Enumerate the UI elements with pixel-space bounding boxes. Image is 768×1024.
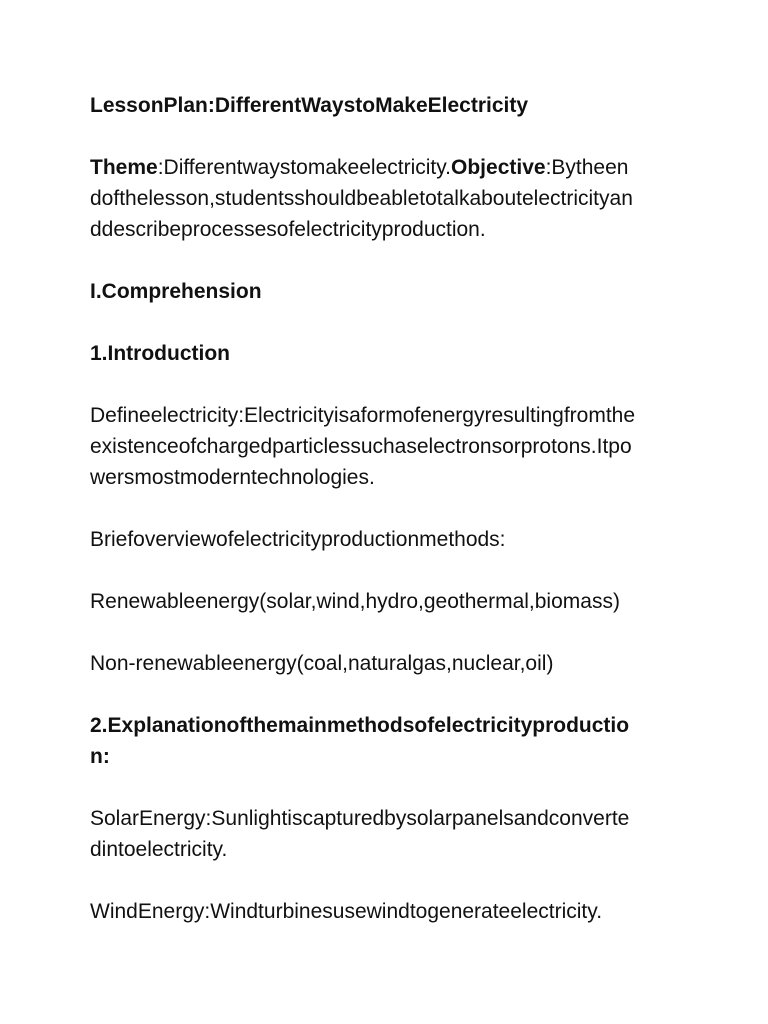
theme-text: :Differentwaystomakeelectricity. (157, 156, 452, 179)
solar-energy-1: SolarEnergy:Sunlightiscapturedbysolarpanelsandconverte (90, 807, 630, 830)
objective-text-1: :Bytheen (545, 156, 629, 179)
non-renewable-text: Non-renewableenergy(coal,naturalgas,nuclear,oil) (90, 652, 554, 675)
define-electricity-3: wersmostmoderntechnologies. (90, 466, 375, 489)
wind-energy: WindEnergy:Windturbinesusewindtogenerateelectricity. (90, 900, 603, 923)
document-title: LessonPlan:DifferentWaystoMakeElectricity (90, 94, 529, 117)
solar-energy-2: dintoelectricity. (90, 838, 228, 861)
define-electricity-2: existenceofchargedparticlessuchaselectronsorprotons.Itpo (90, 435, 632, 458)
theme-label: Theme (90, 156, 158, 179)
define-electricity-1: Defineelectricity:Electricityisaformofenergyresultingfromthe (90, 404, 636, 427)
renewable-text: Renewableenergy(solar,wind,hydro,geothermal,biomass) (90, 590, 620, 613)
overview-text: Briefoverviewofelectricityproductionmethods: (90, 528, 506, 551)
objective-text-2: dofthelesson,studentsshouldbeabletotalkaboutelectricityan (90, 187, 633, 210)
section-heading-comprehension: I.Comprehension (90, 280, 262, 303)
subsection-heading-methods-1: 2.Explanationofthemainmethodsofelectricityproductio (90, 714, 630, 737)
objective-label: Objective (451, 156, 546, 179)
theme-objective-line-1 (90, 152, 680, 183)
subsection-heading-introduction: 1.Introduction (90, 342, 230, 365)
document-page (90, 90, 680, 927)
objective-text-3: ddescribeprocessesofelectricityproduction. (90, 218, 486, 241)
subsection-heading-methods-2: n: (90, 745, 110, 768)
